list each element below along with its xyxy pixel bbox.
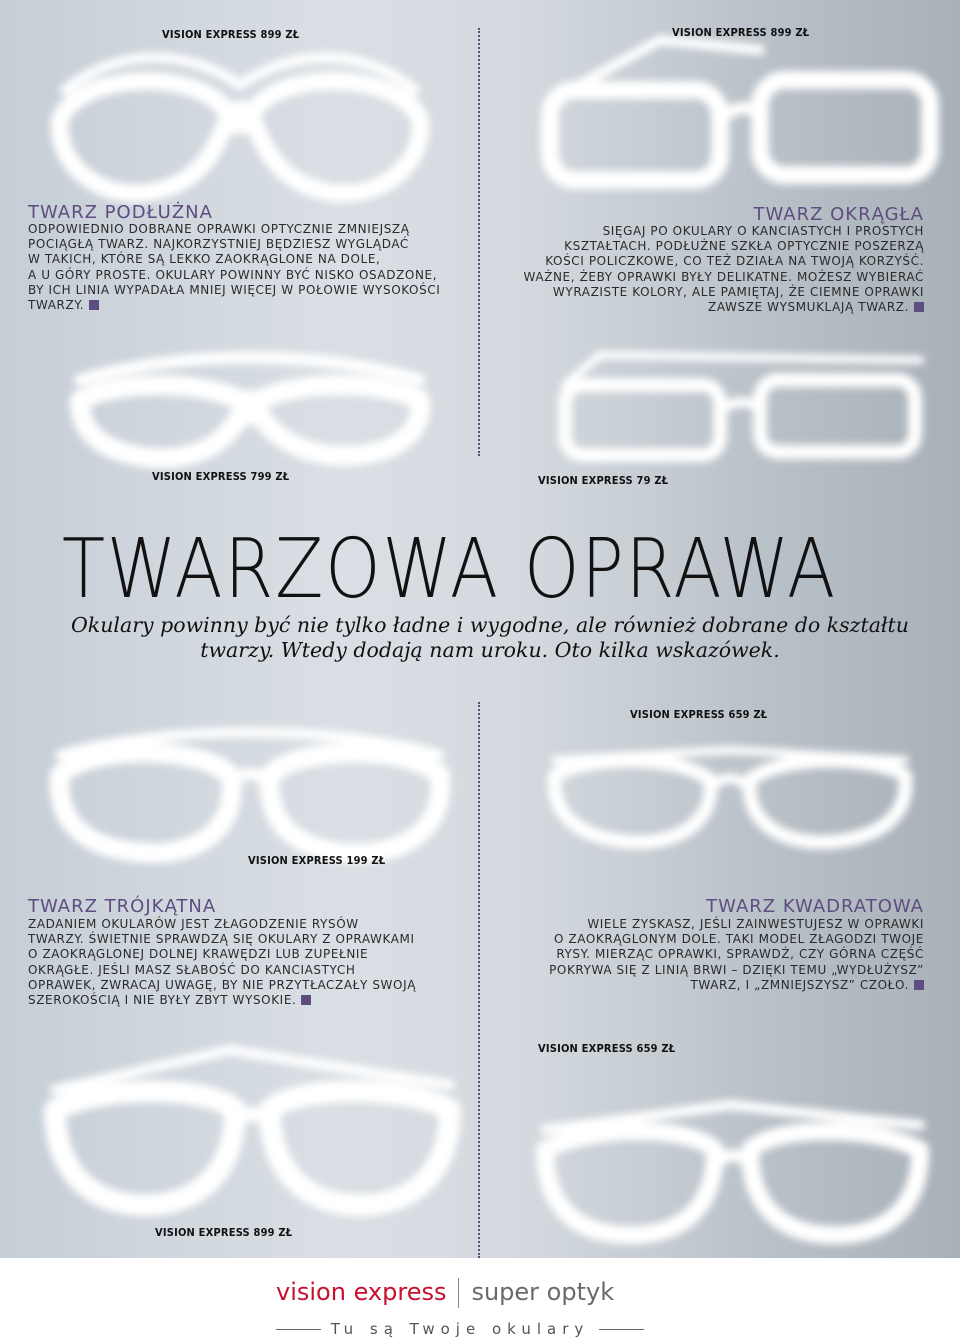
price-label: VISION EXPRESS 799 ZŁ bbox=[152, 470, 290, 483]
price-label: VISION EXPRESS 199 ZŁ bbox=[248, 854, 386, 867]
glasses-illustration-7 bbox=[30, 1030, 470, 1220]
text-line: A U GÓRY PROSTE. OKULARY POWINNY BYĆ NISKO OSADZONE, bbox=[28, 267, 438, 282]
glasses-illustration-2 bbox=[530, 30, 950, 200]
text-line: RYSY. MIERZĄC OPRAWKI, SPRAWDŹ, CZY GÓRNA CZĘŚĆ bbox=[556, 947, 924, 962]
text-line: WAŻNE, ŻEBY OPRAWKI BYŁY DELIKATNE. MOŻESZ WYBIERAĆ bbox=[523, 269, 924, 284]
price-label: VISION EXPRESS 899 ZŁ bbox=[155, 1226, 293, 1239]
price-label: VISION EXPRESS 659 ZŁ bbox=[538, 1042, 676, 1055]
text-line: ZADANIEM OKULARÓW JEST ZŁAGODZENIE RYSÓW bbox=[28, 917, 359, 931]
tagline bbox=[276, 1320, 644, 1338]
section-title-trojkatna: TWARZ TRÓJKĄTNA bbox=[28, 896, 217, 917]
glasses-illustration-8 bbox=[520, 1080, 940, 1250]
glasses-illustration-4 bbox=[540, 345, 940, 470]
end-square-icon bbox=[301, 995, 311, 1005]
brand-logo bbox=[276, 1278, 614, 1308]
glasses-illustration-6 bbox=[530, 720, 930, 860]
price-label: VISION EXPRESS 79 ZŁ bbox=[538, 474, 669, 487]
text-line: POCIĄGŁĄ TWARZ. NAJKORZYSTNIEJ BĘDZIESZ WYGLĄDAĆ bbox=[28, 237, 409, 252]
text-line: POKRYWA SIĘ Z LINIĄ BRWI – DZIĘKI TEMU „WYDŁUŻYSZ” bbox=[549, 962, 924, 977]
text-line: SIĘGAJ PO OKULARY O KANCIASTYCH I PROSTYCH bbox=[602, 224, 924, 238]
section-text-podluzna bbox=[28, 222, 440, 313]
text-line: TWARZY. ŚWIETNIE SPRAWDZĄ SIĘ OKULARY Z OPRAWKAMI bbox=[28, 932, 415, 947]
end-square-icon bbox=[914, 980, 924, 990]
column-divider-bottom bbox=[478, 702, 480, 1258]
price-label: VISION EXPRESS 899 ZŁ bbox=[672, 26, 810, 39]
section-text-okragla bbox=[524, 224, 924, 315]
text-line: ZAWSZE WYSMUKLAJĄ TWARZ. bbox=[708, 300, 909, 315]
text-line: KSZTAŁTACH. PODŁUŻNE SZKŁA OPTYCZNIE POSZERZĄ bbox=[564, 239, 924, 254]
section-text-trojkatna bbox=[28, 917, 416, 1008]
brand-vision-express: vision express bbox=[276, 1278, 447, 1306]
glasses-illustration-5 bbox=[40, 715, 460, 865]
text-line: O ZAOKRĄGLONYM DOLE. TAKI MODEL ZŁAGODZI TWOJE bbox=[553, 932, 924, 947]
text-line: KOŚCI POLICZKOWE, CO TEŻ DZIAŁA NA TWOJĄ KORZYŚĆ. bbox=[545, 254, 924, 269]
text-line: OPRAWEK, ZWRACAJ UWAGĘ, BY NIE PRZYTŁACZAŁY SWOJĄ bbox=[28, 977, 417, 992]
section-title-kwadratowa: TWARZ KWADRATOWA bbox=[706, 896, 924, 917]
glasses-illustration-1 bbox=[40, 30, 440, 210]
tagline-text: Tu są Twoje okulary bbox=[330, 1320, 590, 1338]
section-text-kwadratowa bbox=[549, 917, 924, 993]
text-line: OKRĄGŁE. JEŚLI MASZ SŁABOŚĆ DO KANCIASTYCH bbox=[28, 962, 356, 977]
text-line: TWARZY. bbox=[28, 298, 85, 313]
price-label: VISION EXPRESS 899 ZŁ bbox=[162, 28, 300, 41]
text-line: WIELE ZYSKASZ, JEŚLI ZAINWESTUJESZ W OPRAWKI bbox=[587, 917, 924, 931]
intro-line: Okulary powinny być nie tylko ładne i wygodne, ale również dobrane do kształtu bbox=[71, 613, 909, 637]
glasses-illustration-3 bbox=[60, 350, 440, 470]
text-line: WYRAZISTE KOLORY, ALE PAMIĘTAJ, ŻE CIEMNE OPRAWKI bbox=[552, 284, 924, 299]
text-line: O ZAOKRĄGLONEJ DOLNEJ KRAWĘDZI LUB ZUPEŁNIE bbox=[28, 947, 369, 962]
text-line: ODPOWIEDNIO DOBRANE OPRAWKI OPTYCZNIE ZMNIEJSZĄ bbox=[28, 222, 410, 236]
section-title-okragla: TWARZ OKRĄGŁA bbox=[753, 204, 924, 225]
tagline-rule-left bbox=[276, 1329, 321, 1330]
intro-line: twarzy. Wtedy dodają nam uroku. Oto kilka wskazówek. bbox=[200, 638, 780, 662]
intro-text bbox=[70, 613, 910, 663]
text-line: W TAKICH, KTÓRE SĄ LEKKO ZAOKRĄGLONE NA DOLE, bbox=[28, 252, 381, 267]
text-line: SZEROKOŚCIĄ I NIE BYŁY ZBYT WYSOKIE. bbox=[28, 993, 297, 1008]
price-label: VISION EXPRESS 659 ZŁ bbox=[630, 708, 768, 721]
text-line: TWARZ, I „ZMNIEJSZYSZ” CZOŁO. bbox=[690, 977, 909, 992]
end-square-icon bbox=[914, 302, 924, 312]
brand-super-optyk: super optyk bbox=[471, 1278, 615, 1306]
end-square-icon bbox=[89, 300, 99, 310]
tagline-rule-right bbox=[599, 1329, 644, 1330]
column-divider-top bbox=[478, 28, 480, 456]
brand-separator bbox=[458, 1278, 459, 1308]
page-title: TWARZOWA OPRAWA bbox=[62, 522, 838, 617]
section-title-podluzna: TWARZ PODŁUŻNA bbox=[28, 202, 213, 223]
text-line: BY ICH LINIA WYPADAŁA MNIEJ WIĘCEJ W POŁOWIE WYSOKOŚCI bbox=[28, 282, 441, 297]
